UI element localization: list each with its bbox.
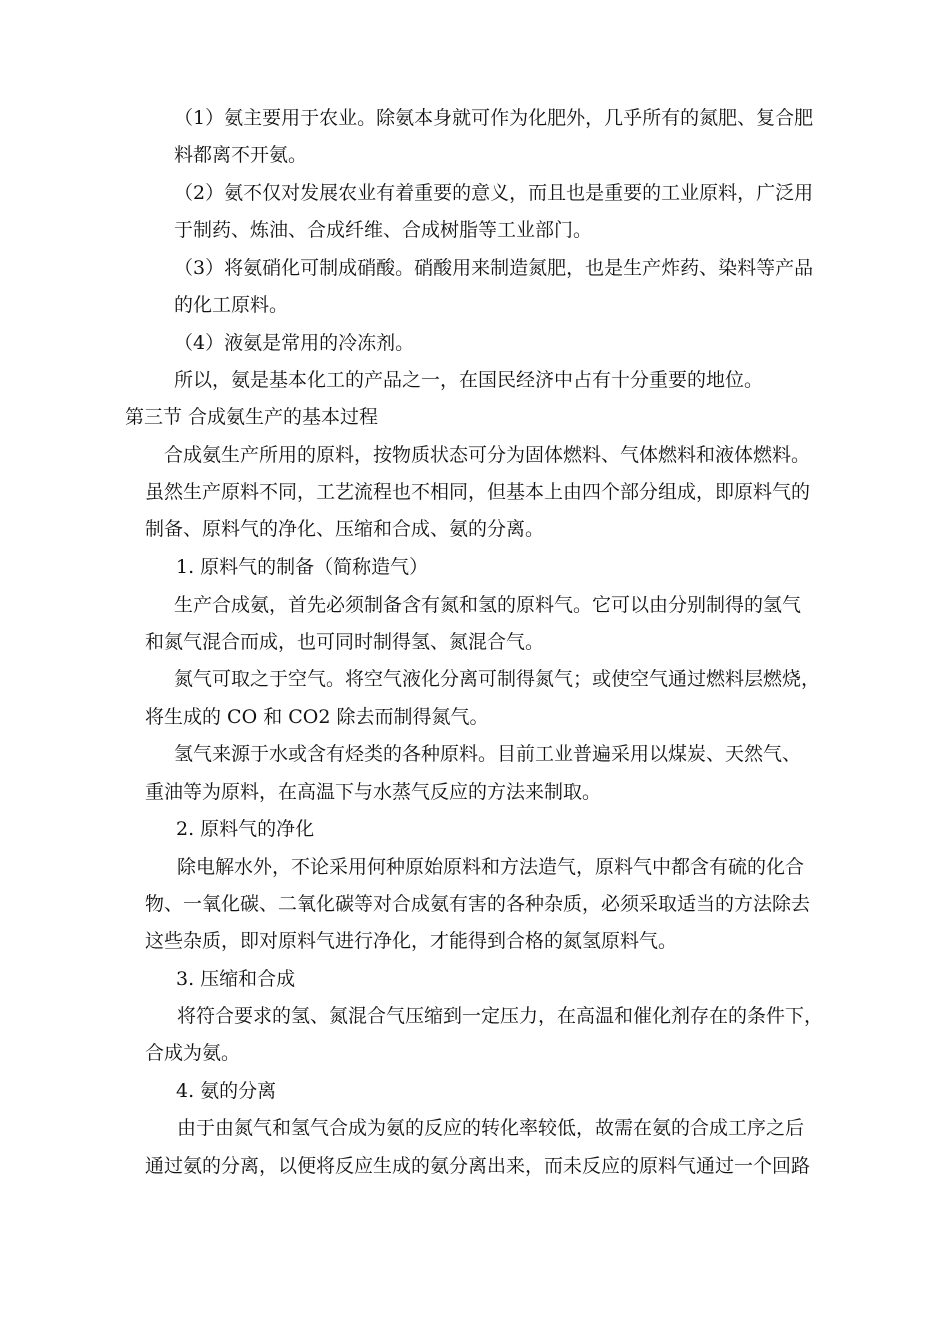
step-2-p1-line-3: 这些杂质，即对原料气进行净化，才能得到合格的氮氢原料气。 bbox=[145, 930, 678, 952]
intro-line-2: 虽然生产原料不同，工艺流程也不相同，但基本上由四个部分组成，即原料气的 bbox=[145, 481, 811, 503]
use-2-line-2: 于制药、炼油、合成纤维、合成树脂等工业部门。 bbox=[174, 219, 593, 241]
use-1-line-1: （1）氨主要用于农业。除氨本身就可作为化肥外，几乎所有的氮肥、复合肥 bbox=[174, 107, 814, 129]
use-4-line-1: （4）液氨是常用的冷冻剂。 bbox=[174, 332, 415, 354]
use-1-line-2: 料都离不开氨。 bbox=[174, 144, 308, 166]
step-2-heading: 2. 原料气的净化 bbox=[176, 818, 315, 840]
step-4-p1-line-1: 由于由氮气和氢气合成为氨的反应的转化率较低，故需在氨的合成工序之后 bbox=[177, 1117, 805, 1139]
step-3-p1-line-1: 将符合要求的氢、氮混合气压缩到一定压力，在高温和催化剂存在的条件下， bbox=[177, 1005, 824, 1027]
use-2-line-1: （2）氨不仅对发展农业有着重要的意义，而且也是重要的工业原料，广泛用 bbox=[174, 182, 814, 204]
step-1-p1-line-1: 生产合成氨，首先必须制备含有氮和氢的原料气。它可以由分别制得的氢气 bbox=[174, 594, 802, 616]
step-4-p1-line-2: 通过氨的分离，以便将反应生成的氨分离出来，而未反应的原料气通过一个回路 bbox=[145, 1155, 811, 1177]
step-3-p1-line-2: 合成为氨。 bbox=[145, 1042, 241, 1064]
intro-line-1: 合成氨生产所用的原料，按物质状态可分为固体燃料、气体燃料和液体燃料。 bbox=[164, 444, 811, 466]
intro-line-3: 制备、原料气的净化、压缩和合成、氨的分离。 bbox=[145, 518, 545, 540]
step-1-p3-line-1: 氢气来源于水或含有烃类的各种原料。目前工业普遍采用以煤炭、天然气、 bbox=[174, 743, 802, 765]
step-1-heading: 1. 原料气的制备（简称造气） bbox=[176, 556, 429, 578]
section-title: 第三节 合成氨生产的基本过程 bbox=[125, 406, 379, 428]
step-1-p2-line-2: 将生成的 CO 和 CO2 除去而制得氮气。 bbox=[145, 706, 489, 728]
step-2-p1-line-2: 物、一氧化碳、二氧化碳等对合成氨有害的各种杂质，必须采取适当的方法除去 bbox=[145, 893, 811, 915]
use-3-line-2: 的化工原料。 bbox=[174, 294, 289, 316]
use-3-line-1: （3）将氨硝化可制成硝酸。硝酸用来制造氮肥，也是生产炸药、染料等产品 bbox=[174, 257, 814, 279]
step-1-p2-line-1: 氮气可取之于空气。将空气液化分离可制得氮气；或使空气通过燃料层燃烧， bbox=[174, 668, 821, 690]
step-3-heading: 3. 压缩和合成 bbox=[176, 968, 296, 990]
conclusion-paragraph: 所以，氨是基本化工的产品之一，在国民经济中占有十分重要的地位。 bbox=[174, 369, 764, 391]
step-2-p1-line-1: 除电解水外，不论采用何种原始原料和方法造气，原料气中都含有硫的化合 bbox=[177, 856, 805, 878]
step-1-p3-line-2: 重油等为原料，在高温下与水蒸气反应的方法来制取。 bbox=[145, 781, 602, 803]
step-4-heading: 4. 氨的分离 bbox=[176, 1080, 277, 1102]
step-1-p1-line-2: 和氮气混合而成，也可同时制得氢、氮混合气。 bbox=[145, 631, 545, 653]
